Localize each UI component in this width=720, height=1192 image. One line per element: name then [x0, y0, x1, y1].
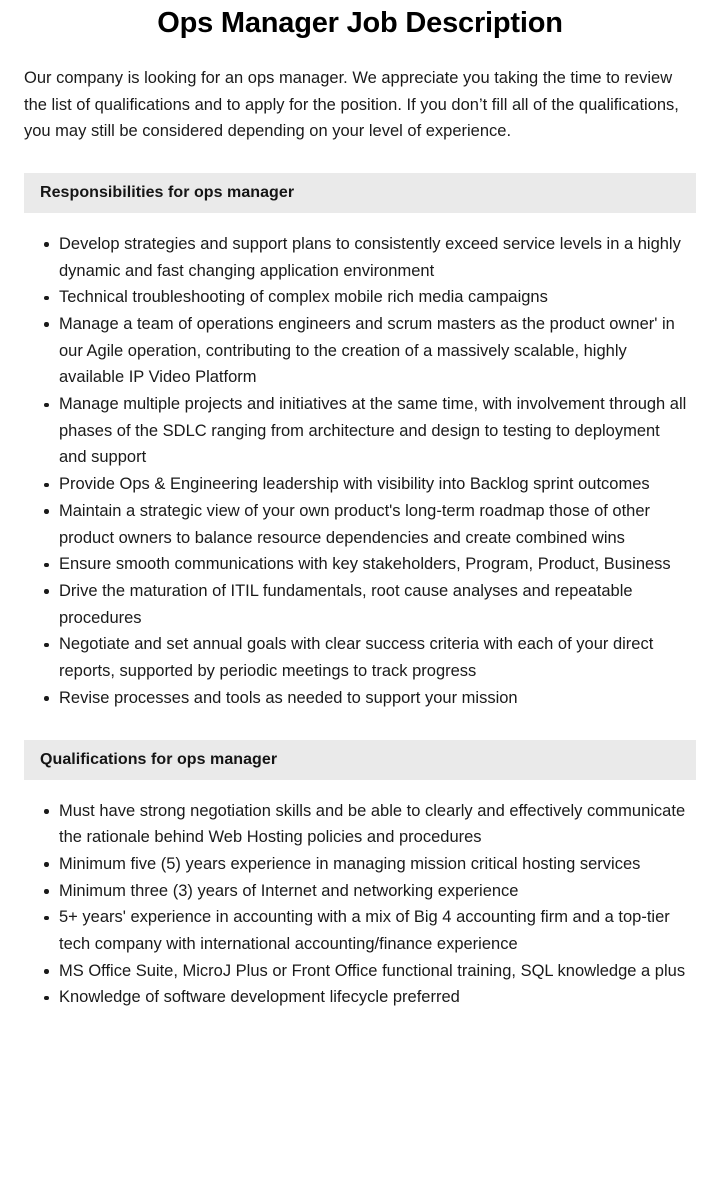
list-item: MS Office Suite, MicroJ Plus or Front Office functional training, SQL knowledge a plus	[24, 958, 688, 985]
section-header-responsibilities	[24, 173, 696, 213]
section-heading-label: Qualifications for ops manager	[40, 750, 278, 768]
list-item: Revise processes and tools as needed to support your mission	[24, 685, 688, 712]
list-item: Minimum three (3) years of Internet and networking experience	[24, 878, 688, 905]
list-item: Knowledge of software development lifecycle preferred	[24, 984, 688, 1011]
section-heading-label: Responsibilities for ops manager	[40, 183, 295, 201]
list-item: Provide Ops & Engineering leadership with visibility into Backlog sprint outcomes	[24, 471, 688, 498]
list-item: 5+ years' experience in accounting with a mix of Big 4 accounting firm and a top-tier tech company with international accounting/finance experience	[24, 904, 688, 957]
section-header-qualifications	[24, 740, 696, 780]
list-item: Develop strategies and support plans to consistently exceed service levels in a highly dynamic and fast changing application environment	[24, 231, 688, 284]
intro-paragraph: Our company is looking for an ops manager. We appreciate you taking the time to review the list of qualifications and to apply for the position. If you don’t fill all of the qualifications, you may still be considered depending on your level of experience.	[24, 69, 679, 141]
qualifications-list	[24, 780, 696, 1012]
list-item: Manage a team of operations engineers and scrum masters as the product owner' in our Agile operation, contributing to the creation of a massively scalable, highly available IP Video Platform	[24, 311, 688, 391]
list-item: Drive the maturation of ITIL fundamentals, root cause analyses and repeatable procedures	[24, 578, 688, 631]
list-item: Must have strong negotiation skills and be able to clearly and effectively communicate the rationale behind Web Hosting policies and procedures	[24, 798, 688, 851]
list-item: Maintain a strategic view of your own product's long-term roadmap those of other product owners to balance resource dependencies and create combined wins	[24, 498, 688, 551]
list-item: Technical troubleshooting of complex mobile rich media campaigns	[24, 284, 688, 311]
list-item: Minimum five (5) years experience in managing mission critical hosting services	[24, 851, 688, 878]
list-item: Ensure smooth communications with key stakeholders, Program, Product, Business	[24, 551, 688, 578]
page-title: Ops Manager Job Description	[157, 7, 563, 39]
responsibilities-list	[24, 213, 696, 712]
list-item: Negotiate and set annual goals with clear success criteria with each of your direct reports, supported by periodic meetings to track progress	[24, 631, 688, 684]
list-item: Manage multiple projects and initiatives at the same time, with involvement through all phases of the SDLC ranging from architecture and design to testing to deployment and support	[24, 391, 688, 471]
